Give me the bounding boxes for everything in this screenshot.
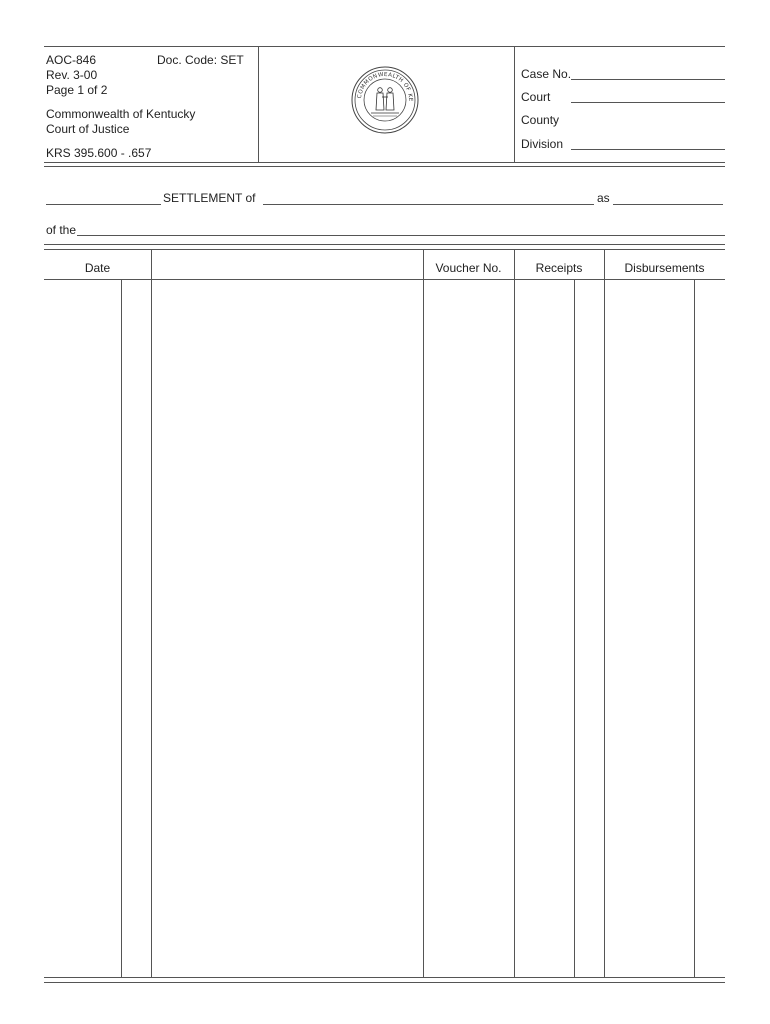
- form-number: AOC-846: [46, 53, 97, 67]
- doc-code: Doc. Code: SET: [157, 53, 244, 67]
- header-bottom-rule: [44, 162, 725, 163]
- col-header-date: Date: [84, 261, 111, 275]
- table-bottom-rule-double: [44, 982, 725, 983]
- statute-reference: KRS 395.600 - .657: [46, 146, 152, 160]
- of-the-field[interactable]: [77, 235, 725, 236]
- settlement-label: SETTLEMENT of: [163, 191, 256, 205]
- court-label: Court: [521, 90, 551, 104]
- col-header-voucher: Voucher No.: [435, 261, 502, 275]
- page-number: Page 1 of 2: [46, 83, 108, 97]
- ledger-entry-area[interactable]: [44, 280, 725, 977]
- revision: Rev. 3-00: [46, 68, 98, 82]
- header-divider-right: [514, 46, 515, 163]
- division-field[interactable]: [571, 149, 725, 150]
- table-bottom-rule: [44, 977, 725, 978]
- agency-name: Commonwealth of Kentucky: [46, 107, 196, 121]
- state-seal-icon: [351, 66, 419, 134]
- col-header-disbursements: Disbursements: [624, 261, 705, 275]
- court-field[interactable]: [571, 102, 725, 103]
- header-bottom-rule-double: [44, 166, 725, 167]
- settlement-of-field[interactable]: [263, 204, 594, 205]
- court-name: Court of Justice: [46, 122, 130, 136]
- header-top-rule: [44, 46, 725, 47]
- county-label: County: [521, 113, 560, 127]
- header-divider-left: [258, 46, 259, 163]
- case-no-label: Case No.: [521, 67, 572, 81]
- of-the-label: of the: [46, 223, 77, 237]
- table-top-rule-double: [44, 249, 725, 250]
- col-header-receipts: Receipts: [535, 261, 583, 275]
- settlement-type-field[interactable]: [46, 204, 161, 205]
- table-top-rule: [44, 244, 725, 245]
- as-label: as: [597, 191, 610, 205]
- case-no-field[interactable]: [571, 79, 725, 80]
- svg-text:COMMONWEALTH OF KENTUCKY: COMMONWEALTH OF KE: [356, 71, 414, 102]
- division-label: Division: [521, 137, 564, 151]
- as-field[interactable]: [613, 204, 723, 205]
